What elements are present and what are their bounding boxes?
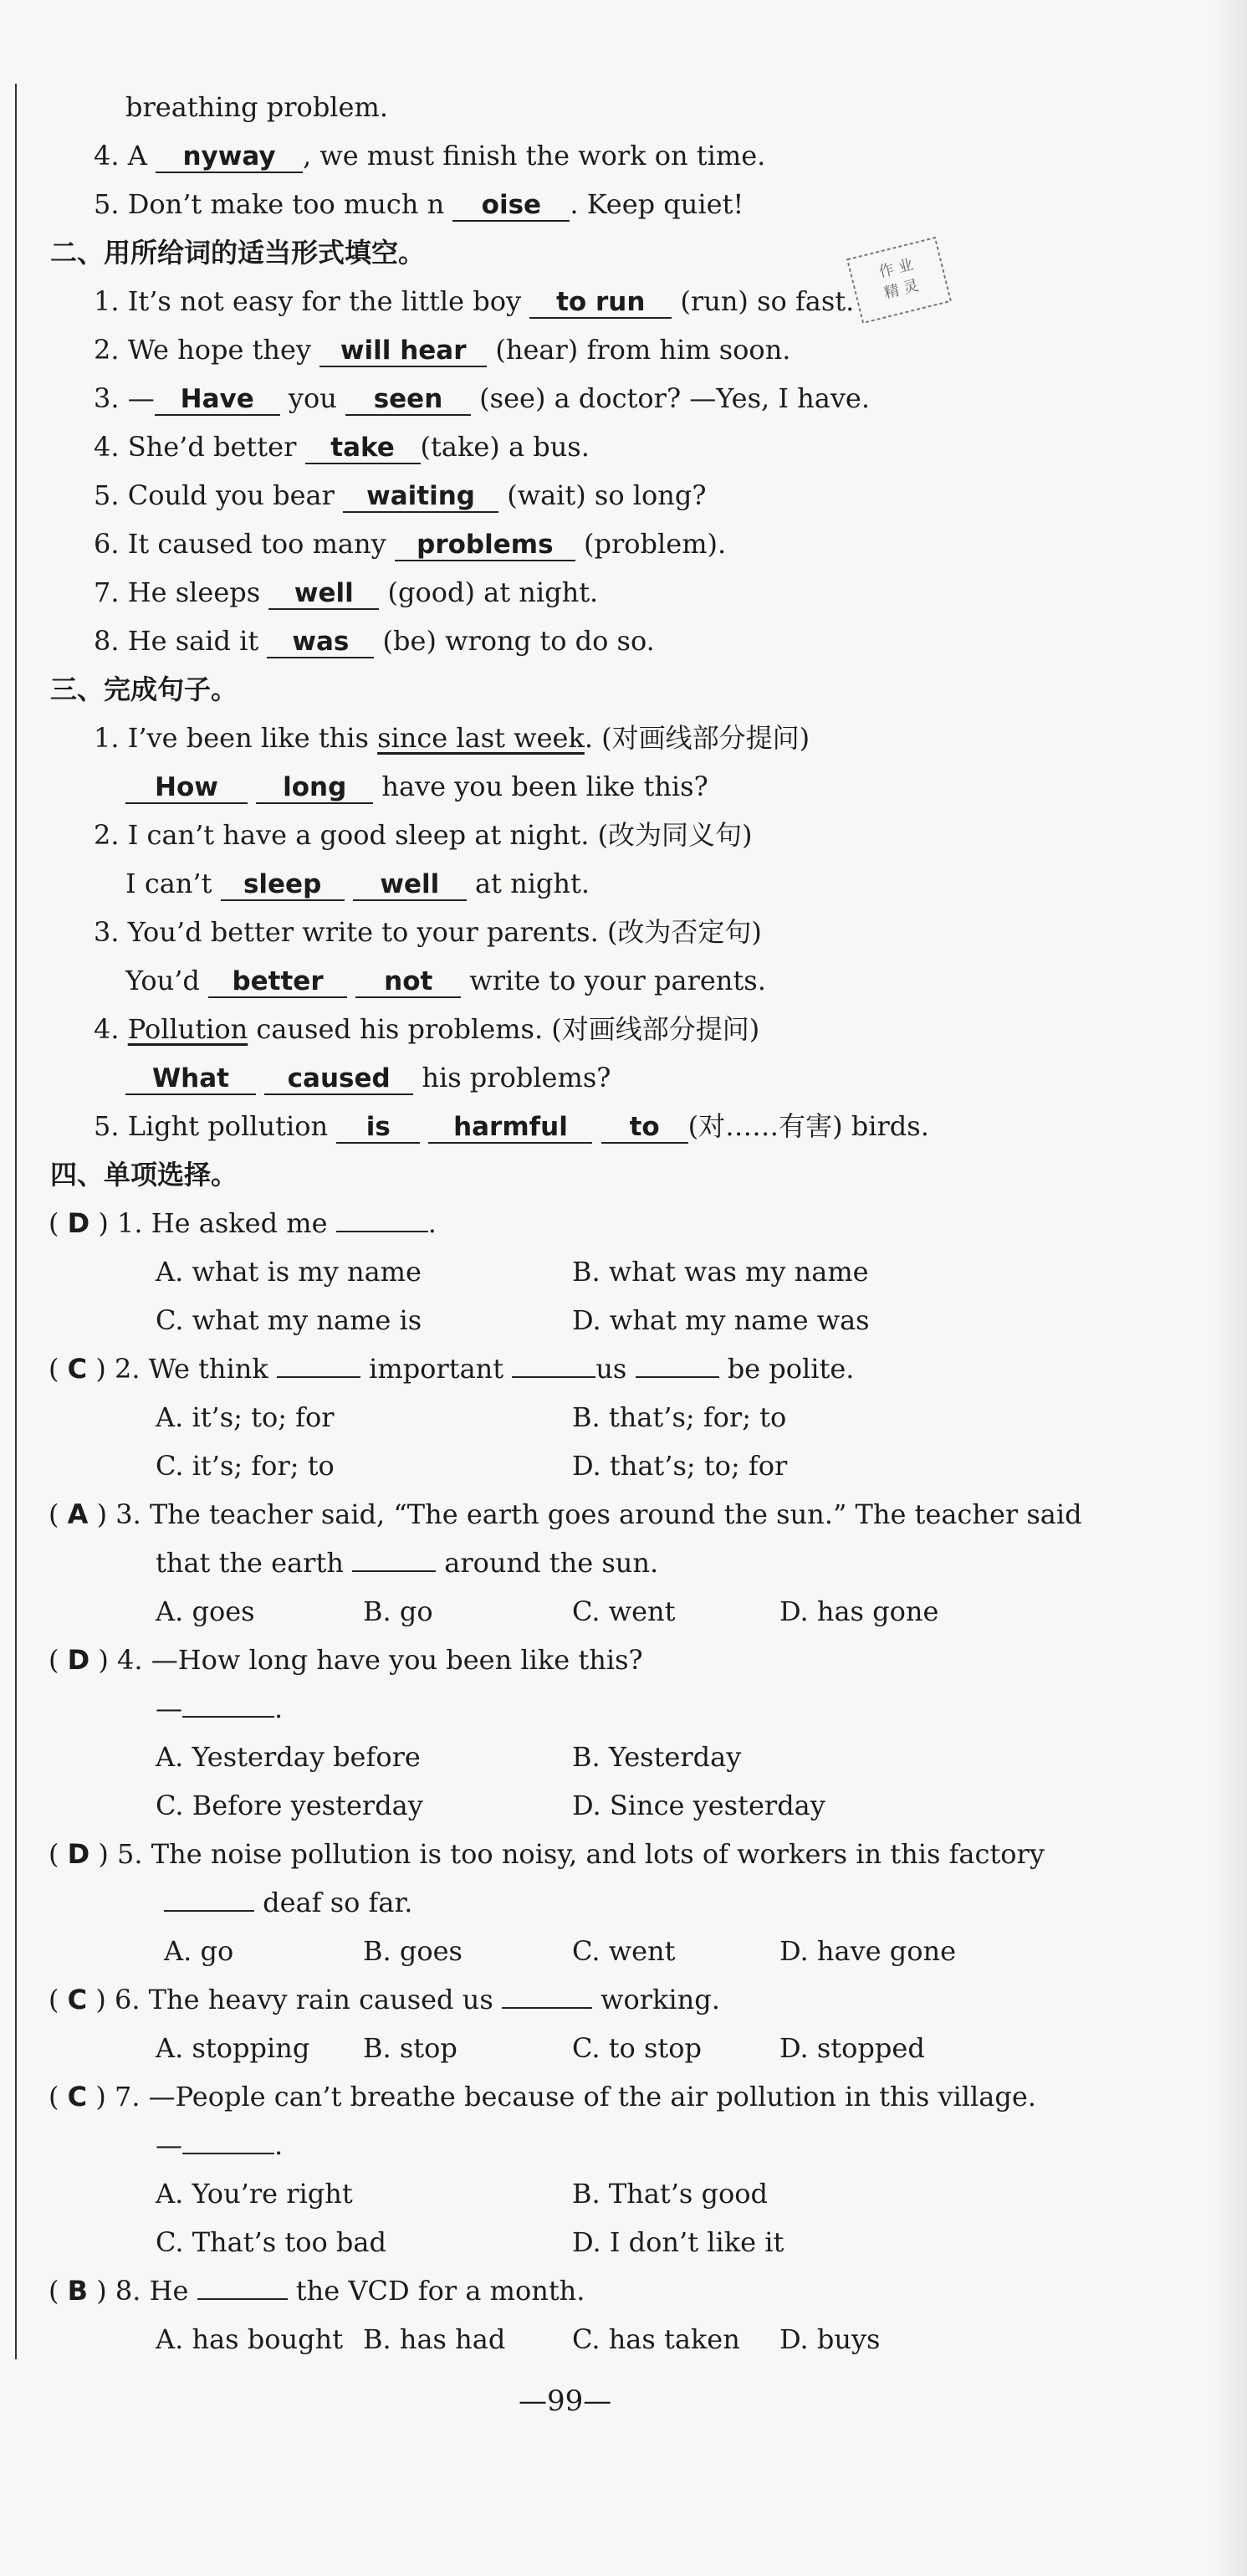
empty-blank (352, 1547, 436, 1572)
option-b: B. stop (363, 2032, 457, 2064)
option-d: D. buys (779, 2323, 881, 2355)
empty-blank (197, 2275, 288, 2300)
s1-q5: 5. Don’t make too much n oise . Keep quiet! (94, 188, 744, 220)
option-b: B. what was my name (572, 1256, 869, 1288)
s3-q5: 5. Light pollution is harmful to (对……有害) birds. (94, 1110, 929, 1142)
s3-q1: 1. I’ve been like this since last week. (对画线部分提问) (94, 722, 810, 754)
answer-blank: is (336, 1112, 420, 1144)
answer-blank: long (256, 772, 373, 804)
answer-blank: How (125, 772, 248, 804)
s4-q7-cont: — . (156, 2129, 284, 2161)
underlined-phrase: Pollution (127, 1013, 248, 1045)
s1-line0: breathing problem. (125, 91, 388, 123)
answer-blank: Have (155, 384, 280, 416)
empty-blank (512, 1353, 595, 1378)
s2-q2: 2. We hope they will hear (hear) from him soon. (94, 334, 791, 366)
s3-q1-answer: How long have you been like this? (0, 770, 1247, 804)
s4-q5: ( D ) 5. The noise pollution is too noisy, and lots of workers in this factory (49, 1838, 1045, 1870)
empty-blank (277, 1353, 360, 1378)
answer-blank: problems (395, 530, 575, 561)
empty-blank (182, 2129, 274, 2154)
answer-blank: waiting (343, 481, 498, 513)
answer-blank: harmful (428, 1112, 592, 1144)
empty-blank (182, 1693, 274, 1718)
choice-answer: C (67, 2081, 88, 2113)
s2-q8: 8. He said it was (be) wrong to do so. (94, 625, 655, 657)
option-a: A. it’s; to; for (156, 1401, 335, 1433)
s4-q8: ( B ) 8. He the VCD for a month. (49, 2275, 585, 2307)
s2-q5: 5. Could you bear waiting (wait) so long? (94, 479, 707, 511)
option-d: D. stopped (779, 2032, 925, 2064)
answer-blank: to run (529, 287, 672, 319)
option-c: C. has taken (572, 2323, 740, 2355)
s4-q4: ( D ) 4. —How long have you been like this? (49, 1644, 643, 1676)
option-c: C. That’s too bad (156, 2226, 386, 2258)
answer-blank: seen (345, 384, 471, 416)
s3-q4: 4. Pollution caused his problems. (对画线部分提问) (94, 1013, 760, 1045)
option-d: D. what my name was (572, 1304, 870, 1336)
option-a: A. goes (156, 1595, 255, 1627)
option-c: C. what my name is (156, 1304, 422, 1336)
answer-blank: better (208, 966, 347, 998)
option-b: B. goes (363, 1935, 463, 1967)
underlined-phrase: since last week (377, 722, 585, 754)
s4-q1: ( D ) 1. He asked me . (49, 1207, 437, 1239)
option-b: B. that’s; for; to (572, 1401, 787, 1433)
answer-blank: take (305, 433, 421, 464)
choice-answer: C (67, 1984, 88, 2015)
s3-q3-answer: You’d better not write to your parents. (125, 965, 766, 996)
option-c: C. went (572, 1595, 676, 1627)
answer-blank: well (353, 869, 467, 901)
option-a: A. Yesterday before (156, 1741, 421, 1773)
answer-blank: was (267, 627, 374, 658)
s3-q2: 2. I can’t have a good sleep at night. (改为同义句) (94, 819, 753, 851)
choice-answer: A (67, 1498, 89, 1530)
choice-answer: D (67, 1207, 90, 1239)
answer-blank: caused (264, 1063, 413, 1095)
s3-q3: 3. You’d better write to your parents. (改为否定句) (94, 916, 762, 948)
svg-text:作 业: 作 业 (876, 255, 916, 282)
option-b: B. That’s good (572, 2178, 769, 2210)
answer-blank: oise (452, 190, 570, 222)
s1-q4: 4. A nyway , we must finish the work on time. (94, 140, 766, 172)
option-a: A. what is my name (156, 1256, 422, 1288)
option-a: A. go (164, 1935, 234, 1967)
option-a: A. has bought (156, 2323, 344, 2355)
s4-q5-cont: deaf so far. (0, 1886, 1247, 1919)
answer-blank: well (268, 578, 379, 610)
option-d: D. have gone (779, 1935, 957, 1967)
option-d: D. I don’t like it (572, 2226, 784, 2258)
s2-q7: 7. He sleeps well (good) at night. (94, 576, 599, 608)
option-c: C. Before yesterday (156, 1790, 423, 1821)
choice-answer: D (67, 1644, 90, 1676)
s3-q2-answer: I can’t sleep well at night. (125, 868, 590, 899)
empty-blank (502, 1984, 592, 2009)
option-d: D. that’s; to; for (572, 1450, 788, 1482)
s4-q7: ( C ) 7. —People can’t breathe because of the air pollution in this village. (49, 2081, 1036, 2113)
option-d: D. has gone (779, 1595, 939, 1627)
section2-heading: 二、用所给词的适当形式填空。 (50, 237, 426, 269)
choice-answer: B (67, 2275, 89, 2307)
section4-heading: 四、单项选择。 (50, 1159, 238, 1191)
option-d: D. Since yesterday (572, 1790, 825, 1821)
svg-text:精 灵: 精 灵 (882, 276, 921, 303)
option-b: B. go (363, 1595, 433, 1627)
option-a: A. stopping (156, 2032, 310, 2064)
choice-answer: D (67, 1838, 90, 1870)
s4-q4-cont: — . (156, 1693, 284, 1724)
empty-blank (336, 1207, 428, 1232)
s4-q3: ( A ) 3. The teacher said, “The earth goes around the sun.” The teacher said (49, 1498, 1082, 1530)
option-c: C. it’s; for; to (156, 1450, 335, 1482)
answer-blank: to (601, 1112, 688, 1144)
answer-blank: will hear (319, 335, 487, 367)
s4-q2: ( C ) 2. We think important us be polite. (49, 1353, 855, 1385)
option-b: B. Yesterday (572, 1741, 742, 1773)
answer-blank: not (355, 966, 461, 998)
s2-q4: 4. She’d better take (take) a bus. (94, 431, 590, 463)
answer-blank: What (125, 1063, 256, 1095)
section3-heading: 三、完成句子。 (50, 673, 238, 705)
s2-q3: 3. — Have you seen (see) a doctor? —Yes, I have. (94, 382, 871, 414)
page-number: —99— (519, 2384, 612, 2418)
option-c: C. to stop (572, 2032, 703, 2064)
option-b: B. has had (363, 2323, 506, 2355)
s4-q3-cont: that the earth around the sun. (156, 1547, 659, 1579)
answer-blank: sleep (221, 869, 345, 901)
s2-q1: 1. It’s not easy for the little boy to run (run) so fast. (94, 285, 855, 317)
s3-q4-answer: What caused his problems? (0, 1061, 1247, 1095)
choice-answer: C (67, 1353, 88, 1385)
answer-blank: nyway (156, 141, 303, 173)
s4-q6: ( C ) 6. The heavy rain caused us working. (49, 1984, 720, 2015)
s2-q6: 6. It caused too many problems (problem). (94, 528, 727, 560)
option-c: C. went (572, 1935, 676, 1967)
option-a: A. You’re right (156, 2178, 353, 2210)
empty-blank (636, 1353, 719, 1378)
empty-blank (164, 1887, 254, 1912)
